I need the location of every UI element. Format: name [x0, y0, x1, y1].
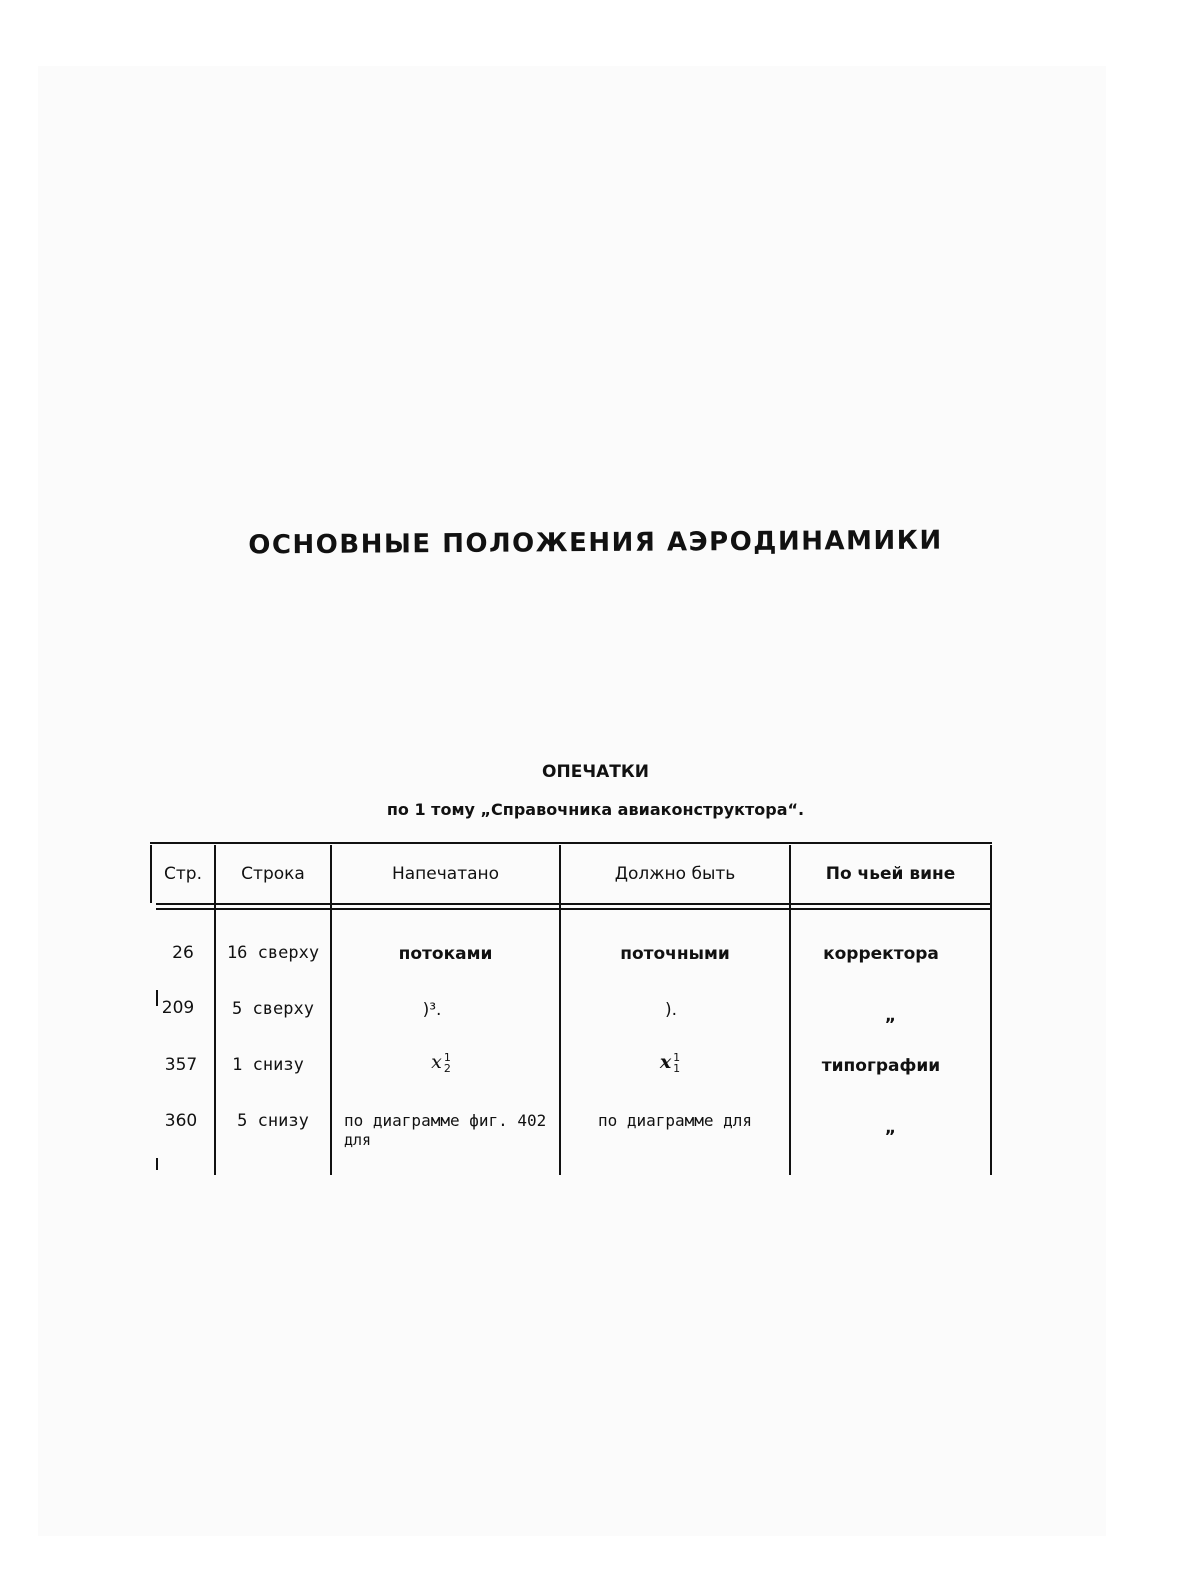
- row4-fault: „: [884, 1118, 897, 1138]
- row4-correct: по диаграмме для: [597, 1111, 753, 1130]
- row2-printed: )³.: [422, 1000, 442, 1020]
- row3-correct-sup: 1: [673, 1051, 681, 1064]
- row1-printed: потоками: [398, 944, 493, 964]
- table-header-rule-2: [156, 908, 990, 910]
- errata-heading: ОПЕЧАТКИ: [542, 762, 649, 782]
- table-left-rule-tail: [156, 1158, 158, 1170]
- row3-correct-variable: x: [659, 1051, 672, 1073]
- row3-fault: типографии: [821, 1056, 941, 1076]
- row3-correct: [561, 1052, 779, 1074]
- row4-printed-line2: для: [344, 1131, 372, 1149]
- header-printed: Напечатано: [391, 864, 500, 884]
- row1-page: 26: [172, 943, 194, 963]
- row3-correct-sub: 1: [673, 1062, 681, 1075]
- table-header-rule: [156, 903, 990, 905]
- row2-page: 209: [161, 998, 195, 1018]
- header-fault: По чьей вине: [825, 864, 956, 884]
- row1-correct: поточными: [620, 944, 730, 964]
- header-page: Стр.: [164, 864, 202, 884]
- page-title: ОСНОВНЫЕ ПОЛОЖЕНИЯ АЭРОДИНАМИКИ: [248, 525, 943, 561]
- table-top-rule: [150, 842, 992, 844]
- header-line: Строка: [241, 864, 305, 884]
- row3-printed-sup: 1: [443, 1051, 451, 1064]
- row2-fault: „: [884, 1006, 897, 1026]
- row2-correct: ).: [664, 1000, 678, 1020]
- row3-line: 1 снизу: [232, 1055, 304, 1075]
- row4-printed-line1: по диаграмме фиг. 402: [344, 1111, 547, 1130]
- row3-printed: [332, 1052, 550, 1074]
- header-correct: Должно быть: [614, 864, 736, 884]
- row3-printed-sub: 2: [443, 1062, 451, 1075]
- row3-printed-variable: x: [431, 1051, 442, 1073]
- row3-page: 357: [164, 1055, 198, 1075]
- row1-fault: корректора: [823, 944, 939, 964]
- row4-page: 360: [164, 1111, 198, 1131]
- row2-line: 5 сверху: [232, 999, 314, 1019]
- errata-subheading: по 1 тому „Справочника авиаконструктора“.: [386, 800, 805, 819]
- table-right-rule: [990, 845, 992, 1175]
- row1-line: 16 сверху: [226, 943, 320, 963]
- row4-line: 5 снизу: [237, 1111, 309, 1131]
